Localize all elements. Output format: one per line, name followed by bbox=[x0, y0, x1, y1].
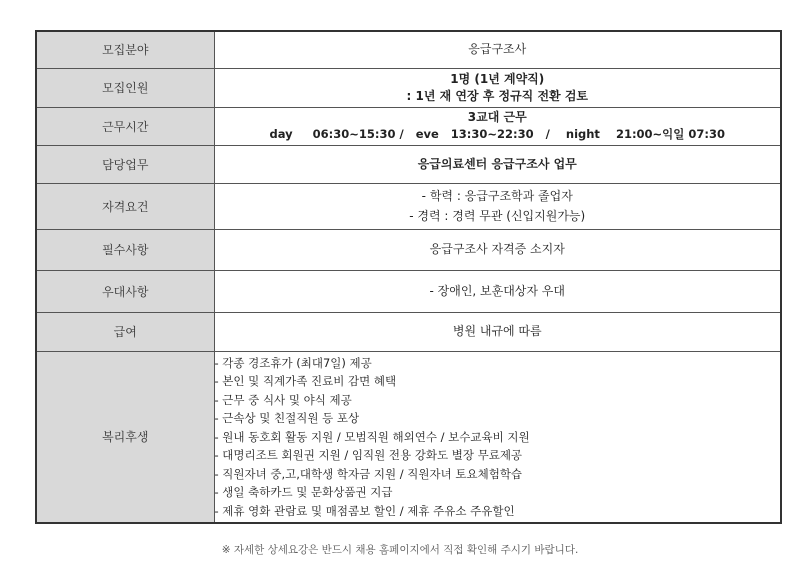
hours-line-1: 3교대 근무 bbox=[467, 110, 527, 124]
headcount-line-1: 1명 (1년 계약직) bbox=[450, 71, 545, 86]
row-headcount bbox=[36, 68, 781, 107]
value-duties bbox=[214, 145, 781, 183]
benefit-item: - 대명리조트 회원권 지원 / 임직원 전용 강화도 별장 무료제공 bbox=[214, 448, 523, 462]
label-hours: 근무시간 bbox=[36, 107, 214, 145]
benefit-item: - 각종 경조휴가 (최대7일) 제공 bbox=[214, 355, 372, 370]
benefit-item: - 제휴 영화 관람료 및 매점콤보 할인 / 제휴 주유소 주유할인 bbox=[214, 503, 515, 518]
value-preference bbox=[214, 270, 781, 312]
duties-text: 응급의료센터 응급구조사 업무 bbox=[417, 156, 577, 171]
qualification-education: - 학력 : 응급구조학과 졸업자 bbox=[421, 189, 573, 203]
footnote: ※ 자세한 상세요강은 반드시 채용 홈페이지에서 직접 확인해 주시기 바랍니다. bbox=[221, 544, 579, 556]
benefit-item: - 생일 축하카드 및 문화상품권 지급 bbox=[214, 485, 393, 499]
value-qualifications bbox=[214, 183, 781, 229]
qualification-experience: - 경력 : 경력 무관 (신입지원가능) bbox=[409, 209, 586, 223]
label-duties: 담당업무 bbox=[36, 145, 214, 183]
row-qualifications bbox=[36, 183, 781, 229]
value-required bbox=[214, 229, 781, 270]
label-headcount: 모집인원 bbox=[36, 68, 214, 107]
label-field: 모집분야 bbox=[36, 31, 214, 68]
benefit-item: - 근속상 및 친절직원 등 포상 bbox=[214, 411, 360, 425]
row-hours bbox=[36, 107, 781, 145]
value-benefits bbox=[214, 351, 781, 523]
row-field bbox=[36, 31, 781, 68]
row-salary bbox=[36, 312, 781, 351]
benefit-item: - 원내 동호회 활동 지원 / 모범직원 해외연수 / 보수교육비 지원 bbox=[214, 429, 530, 444]
preference-text: - 장애인, 보훈대상자 우대 bbox=[429, 283, 565, 298]
value-headcount bbox=[214, 68, 781, 107]
label-salary: 급여 bbox=[36, 312, 214, 351]
benefit-item: - 직원자녀 중,고,대학생 학자금 지원 / 직원자녀 토요체험학습 bbox=[214, 466, 523, 481]
row-benefits bbox=[36, 351, 781, 523]
field-text: 응급구조사 bbox=[468, 42, 527, 57]
row-required bbox=[36, 229, 781, 270]
value-hours bbox=[214, 107, 781, 145]
hours-line-2: day 06:30~15:30 / eve 13:30~22:30 / night 21:00~익일 07:30 bbox=[269, 127, 726, 141]
recruitment-table bbox=[35, 30, 782, 524]
label-preference: 우대사항 bbox=[36, 270, 214, 312]
label-qualifications: 자격요건 bbox=[36, 183, 214, 229]
headcount-line-2: : 1년 재 연장 후 정규직 전환 검토 bbox=[406, 88, 588, 103]
benefit-item: - 본인 및 직계가족 진료비 감면 혜택 bbox=[214, 374, 397, 388]
label-benefits: 복리후생 bbox=[36, 351, 214, 523]
salary-text: 병원 내규에 따름 bbox=[452, 324, 542, 338]
row-preference bbox=[36, 270, 781, 312]
value-field bbox=[214, 31, 781, 68]
row-duties bbox=[36, 145, 781, 183]
value-salary bbox=[214, 312, 781, 351]
benefit-item: - 근무 중 식사 및 야식 제공 bbox=[214, 392, 352, 407]
required-text: 응급구조사 자격증 소지자 bbox=[429, 242, 565, 256]
label-required: 필수사항 bbox=[36, 229, 214, 270]
